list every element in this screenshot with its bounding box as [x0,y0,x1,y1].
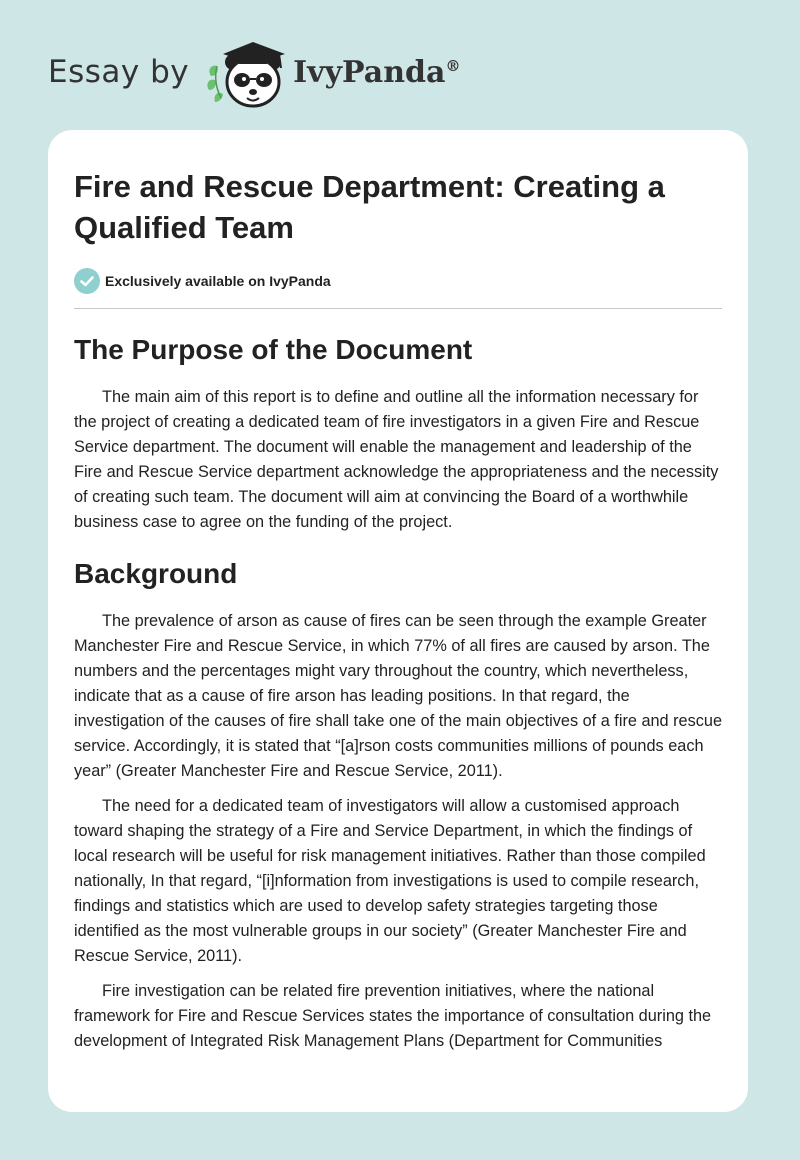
section-heading-purpose: The Purpose of the Document [74,334,473,365]
paragraph: The prevalence of arson as cause of fires can be seen through the example Greater Manchester Fire and Rescue Service, in which 77% of all fires are caused by arson. The numbers and the percentages might vary throughout the country, which nevertheless, indicate that as a cause of fire arson has leading positions. In that regard, the investigation of the causes of fire shall take one of the main objectives of a fire and rescue service. Accordingly, it is stated that “[a]rson costs communities millions of pounds each year” (Greater Manchester Fire and Rescue Service, 2011). [74,612,723,780]
ivypanda-logo-icon[interactable] [205,32,295,112]
exclusive-label: Exclusively available on IvyPanda [105,273,331,289]
brand-prefix: Essay by [48,54,190,90]
registered-mark: ® [445,56,461,75]
section-heading-background: Background [74,558,238,589]
brand-name[interactable] [293,55,460,90]
paragraph: The need for a dedicated team of investigators will allow a customised approach toward shaping the strategy of a Fire and Service Department, in which the findings of local research will be useful for risk management initiatives. Rather than those compiled nationally, In that regard, “[i]nformation from investigations is used to compile research, findings and statistics which are used to develop safety strategies targeting those identified as the most vulnerable groups in our society” (Greater Manchester Fire and Rescue Service, 2011). [74,797,706,965]
site-header [48,32,548,112]
check-circle-icon [74,268,100,294]
brand-name-text: IvyPanda [293,54,446,90]
paragraph: The main aim of this report is to define and outline all the information necessary for the project of creating a dedicated team of fire investigators in a given Fire and Rescue Service department. The document will enable the management and leadership of the Fire and Rescue Service department acknowledge the appropriateness and the necessity of creating such team. The document will aim at convincing the Board of a worthwhile business case to agree on the funding of the project. [74,388,719,531]
divider [74,308,722,309]
exclusive-badge [74,268,722,294]
article-title: Fire and Rescue Department: Creating a Qualified Team [74,169,665,245]
paragraph: Fire investigation can be related fire prevention initiatives, where the national framework for Fire and Rescue Services states the importance of consultation during the development of Integrated Risk Management Plans (Department for Communities [74,982,712,1050]
article-card [48,130,748,1112]
